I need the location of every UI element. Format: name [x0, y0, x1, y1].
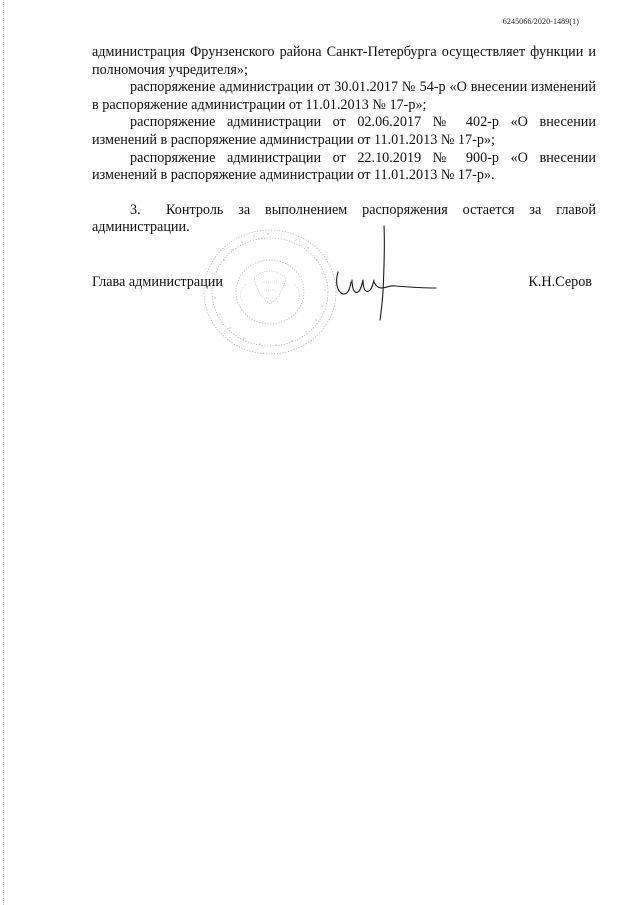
document-body [92, 44, 596, 237]
item-3-number: 3. [130, 201, 141, 218]
paragraph-spacer [92, 185, 596, 202]
paragraph-order-900: распоряжение администрации от 22.10.2019 № 900-р «О внесении изменений в распоряжение администрации от 11.01.2013 № 17-р». [92, 149, 596, 184]
paragraph-founder-functions: администрация Фрунзенского района Санкт-Петербурга осуществляет функции и полномочия учредителя»; [92, 44, 596, 78]
item-3-text: Контроль за выполнением распоряжения остается за главой администрации. [92, 201, 596, 236]
signatory-position: Глава администрации [92, 274, 223, 290]
document-registration-number: 6245066/2020-1489(1) [502, 17, 579, 26]
paragraph-order-54: распоряжение администрации от 30.01.2017 № 54-р «О внесении изменений в распоряжение администрации от 11.01.2013 № 17-р»; [92, 79, 596, 113]
handwritten-signature [318, 222, 448, 322]
scan-edge-line [3, 0, 5, 905]
signatory-name: К.Н.Серов [528, 274, 592, 290]
paragraph-order-402: распоряжение администрации от 02.06.2017 № 402-р «О внесении изменений в распоряжение администрации от 11.01.2013 № 17-р»; [92, 114, 596, 148]
